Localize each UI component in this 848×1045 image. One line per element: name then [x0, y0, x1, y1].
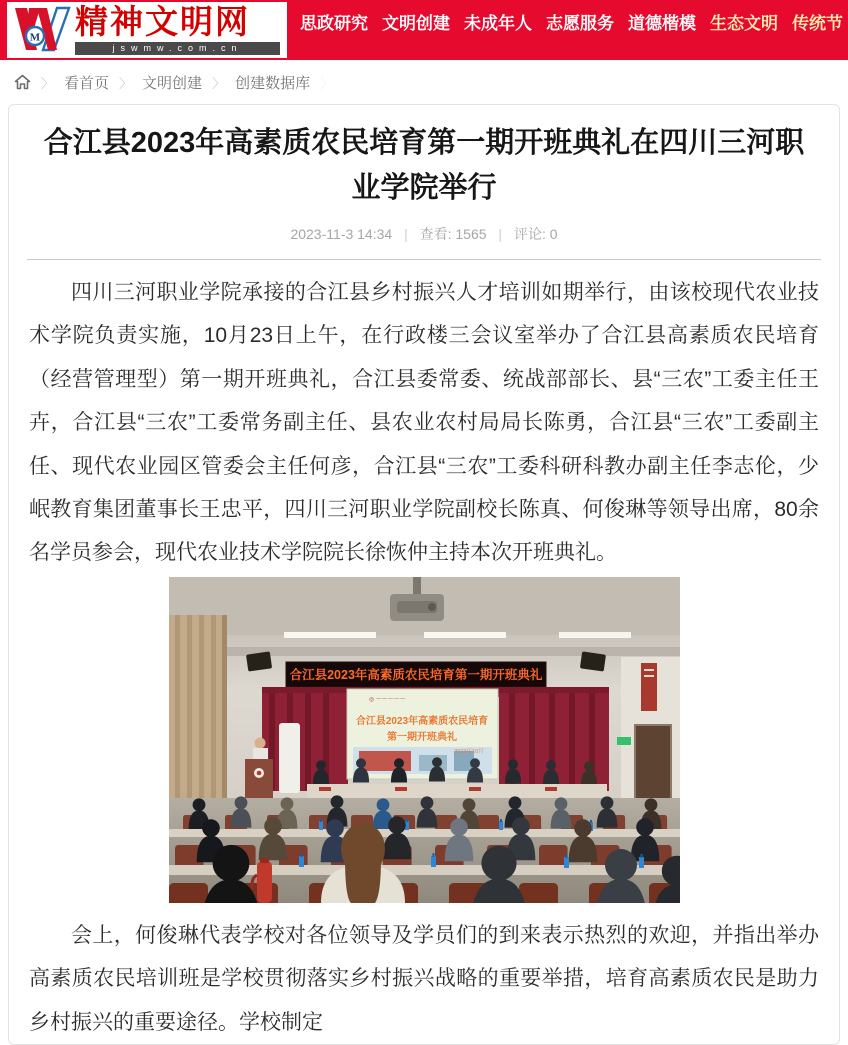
meta-divider: | [498, 226, 503, 242]
article-paragraph-2: 会上，何俊琳代表学校对各位领导及学员们的到来表示热烈的欢迎，并指出举办高素质农民培训班是学校贯彻落实乡村振兴战略的重要举措，培育高素质农民是助力乡村振兴的重要途径。学校制定 [29, 923, 819, 1034]
publish-date: 2023-11-3 14:34 [290, 226, 393, 242]
article-title [9, 121, 839, 211]
nav-item-zhiyuan[interactable]: 志愿服务 [546, 14, 614, 33]
svg-text:M: M [29, 31, 41, 44]
nav-item-weichengnian[interactable]: 未成年人 [464, 14, 532, 33]
meta-divider: | [404, 226, 408, 242]
ceremony-photo [169, 577, 680, 903]
article-paragraph-1: 四川三河职业学院承接的合江县乡村振兴人才培训如期举行，由该校现代农业技术学院负责实施，10月23日上午，在行政楼三会议室举办了合江县高素质农民培育（经营管理型）第一期开班典礼，合江县委常委、统战部部长、县“三农”工委主任王卉，合江县“三农”工委常务副主任、县农业农村局局长陈勇，合江县“三农”工委副主任、现代农业园区管委会主任何彦，合江县“三农”工委科研科教办副主任李志伦，少岷教育集团董事长王忠平，四川三河职业学院副校长陈真、何俊琳等领导出席，80余名学员参会，现代农业技术学院院长徐恢仲主持本次开班典礼。 [29, 281, 819, 565]
comment-count: 评论: 0 [513, 226, 558, 242]
site-domain: jswmw.com.cn [75, 42, 280, 55]
nav-item-daode[interactable]: 道德楷模 [628, 14, 696, 33]
photo-screen-sub: 2023年10月 [453, 748, 484, 755]
breadcrumb-wenming[interactable]: 文明创建 [142, 74, 203, 92]
article-container [8, 104, 840, 1045]
title-part2: 年高素质农民培育第一期开班典礼在四川三河职业学院举行 [195, 127, 805, 204]
nav-item-sizheng[interactable]: 思政研究 [300, 14, 368, 33]
site-header [0, 0, 848, 60]
home-icon[interactable] [14, 74, 31, 90]
breadcrumb-separator: 〉 [41, 75, 55, 91]
nav-item-wenming[interactable]: 文明创建 [382, 14, 450, 33]
article-meta [9, 224, 839, 244]
top-nav [300, 9, 843, 34]
title-part1: 合江县 [43, 127, 131, 159]
wm-logo-icon [13, 6, 71, 52]
site-logo[interactable] [7, 2, 287, 58]
photo-screen-logo: ◎ ～～～～～ [368, 696, 406, 703]
photo-screen-line1: 合江县2023年高素质农民培育 [355, 715, 488, 727]
breadcrumb [0, 60, 848, 104]
breadcrumb-separator: 〉 [320, 75, 334, 91]
article-photo [169, 577, 680, 903]
photo-screen-line2: 第一期开班典礼 [386, 731, 457, 743]
view-count: 查看: 1565 [419, 226, 487, 242]
title-year: 2023 [130, 127, 196, 159]
breadcrumb-database[interactable]: 创建数据库 [235, 74, 311, 92]
photo-banner-text: 合江县2023年高素质农民培育第一期开班典礼 [289, 667, 542, 682]
meta-divider-rule [27, 259, 821, 260]
nav-item-shengtai[interactable]: 生态文明 [710, 14, 778, 33]
breadcrumb-separator: 〉 [212, 75, 226, 91]
breadcrumb-separator: 〉 [119, 75, 133, 91]
site-name: 精神文明网 [75, 5, 250, 41]
nav-item-chuantong[interactable]: 传统节 [792, 14, 843, 33]
breadcrumb-home[interactable]: 看首页 [64, 74, 110, 92]
